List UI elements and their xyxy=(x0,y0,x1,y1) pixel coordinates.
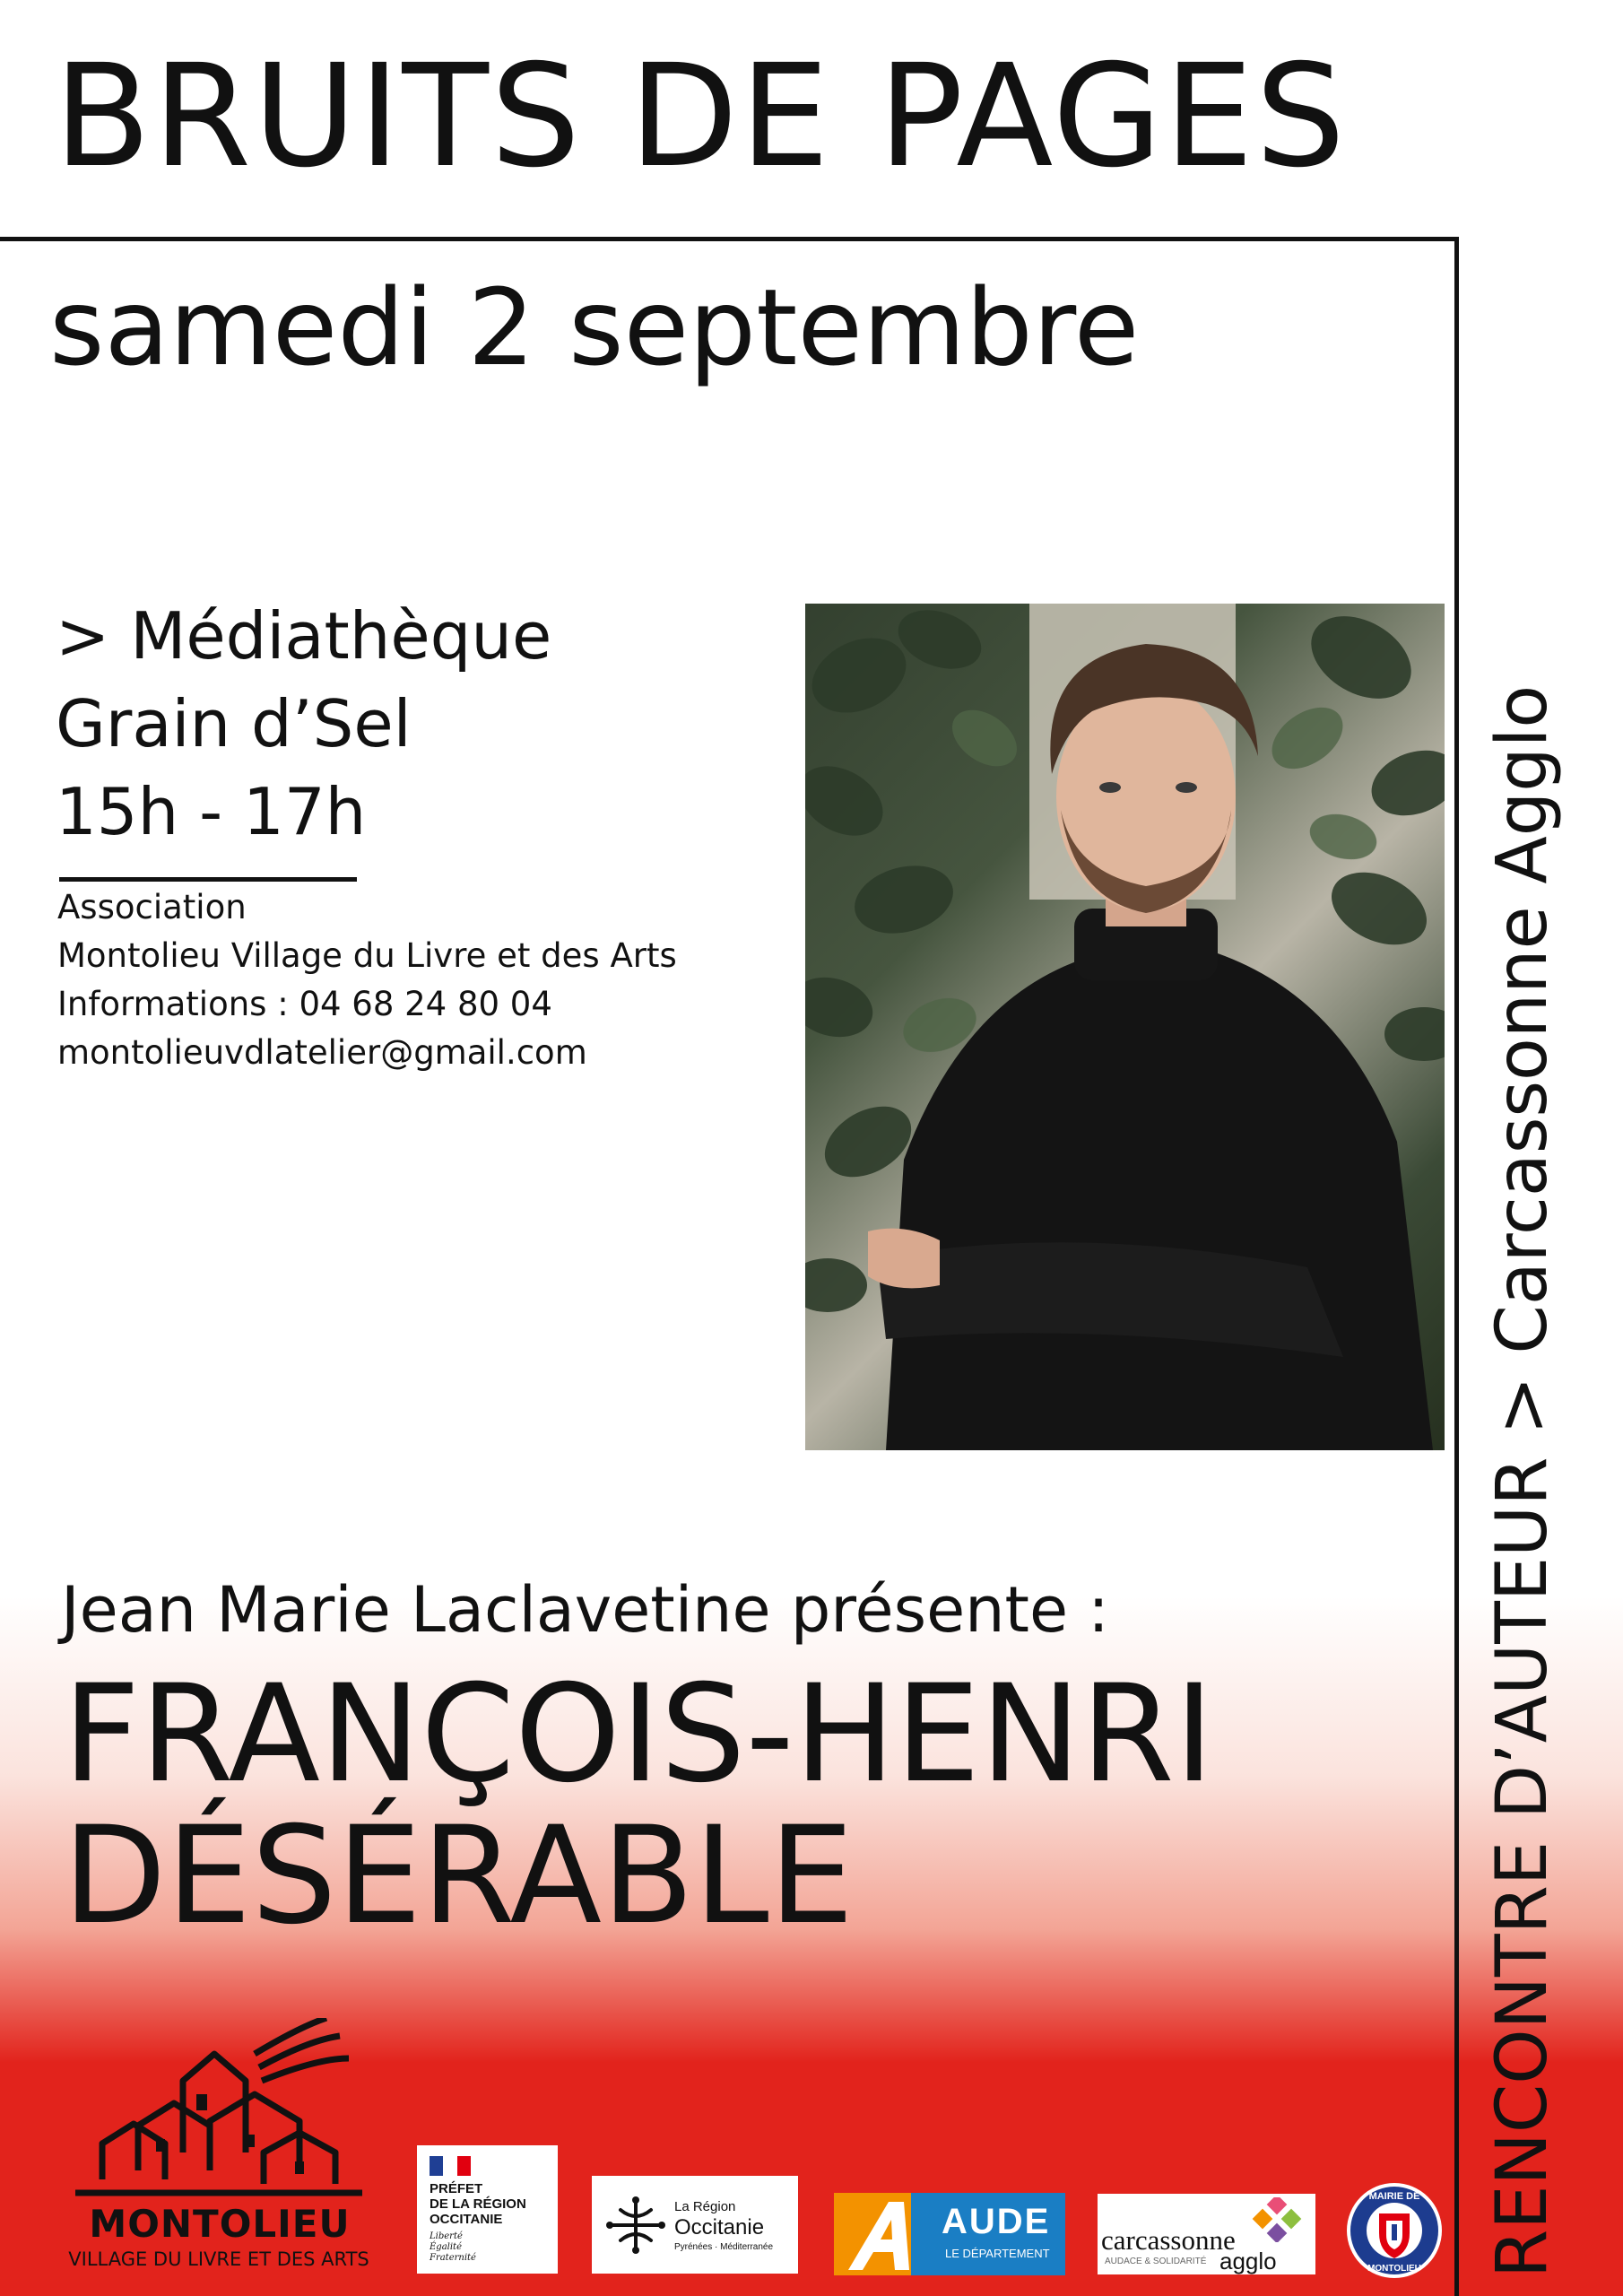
french-flag-icon xyxy=(430,2156,471,2176)
montolieu-logo-tagline: VILLAGE DU LIVRE ET DES ARTS xyxy=(68,2248,369,2270)
side-banner: RENCONTRE D’AUTEUR > Carcassonne Agglo xyxy=(1482,684,1563,2278)
organizer-line: Association xyxy=(57,888,247,926)
event-hours: 15h - 17h xyxy=(56,774,367,849)
aude-subtitle: LE DÉPARTEMENT xyxy=(945,2247,1050,2260)
organizer-name: Montolieu Village du Livre et des Arts xyxy=(57,936,677,975)
agglo-diamonds-icon xyxy=(1248,2197,1306,2242)
organizer-email: montolieuvdlatelier@gmail.com xyxy=(57,1033,587,1072)
region-occitanie-logo xyxy=(592,2176,798,2274)
venue-name-2: Grain d’Sel xyxy=(56,686,412,761)
organizer-phone: Informations : 04 68 24 80 04 xyxy=(57,985,552,1023)
frame-top-rule xyxy=(0,237,1459,241)
prefet-line-1: PRÉFET xyxy=(430,2181,483,2196)
poster-title: BRUITS DE PAGES xyxy=(54,34,1348,199)
mairie-seal-icon xyxy=(1345,2181,1444,2280)
prefet-line-3: OCCITANIE xyxy=(430,2212,503,2227)
region-line-3: Pyrénées · Méditerranée xyxy=(674,2242,774,2252)
prefet-logo xyxy=(417,2145,558,2274)
agglo-name: agglo xyxy=(1219,2248,1277,2274)
prefet-line-2: DE LA RÉGION xyxy=(430,2196,526,2212)
region-line-2: Occitanie xyxy=(674,2215,765,2239)
author-photo-illustration xyxy=(805,604,1445,1450)
aude-letter-a-icon xyxy=(839,2196,938,2274)
author-photo xyxy=(805,604,1445,1450)
author-first-name: FRANÇOIS-HENRI xyxy=(63,1657,1214,1813)
info-divider xyxy=(59,877,357,882)
author-last-name: DÉSÉRABLE xyxy=(63,1798,855,1954)
prefet-motto-2: Égalité xyxy=(430,2242,462,2252)
montolieu-logo-name: MONTOLIEU xyxy=(89,2202,351,2246)
mairie-bottom-text: MONTOLIEU xyxy=(1367,2264,1421,2274)
frame-right-rule xyxy=(1454,237,1459,2296)
occitan-cross-icon xyxy=(604,2196,667,2255)
venue-block xyxy=(56,592,791,856)
prefet-motto-3: Fraternité xyxy=(430,2253,476,2263)
carcassonne-agglo-logo xyxy=(1098,2194,1315,2274)
organizer-info xyxy=(57,883,802,1077)
aude-departement-logo xyxy=(834,2193,1065,2275)
region-line-1: La Région xyxy=(674,2199,736,2214)
featured-author xyxy=(63,1657,1444,1954)
mairie-montolieu-seal xyxy=(1345,2181,1444,2280)
carcassonne-tagline: AUDACE & SOLIDARITÉ xyxy=(1105,2257,1207,2266)
montolieu-village-icon xyxy=(30,2018,407,2206)
aude-name: AUDE xyxy=(942,2202,1051,2241)
venue-name: > Médiathèque xyxy=(56,598,552,674)
prefet-motto-1: Liberté xyxy=(430,2231,463,2241)
carcassonne-name: carcassonne xyxy=(1101,2224,1236,2256)
mairie-top-text: MAIRIE DE xyxy=(1368,2191,1420,2202)
event-date: samedi 2 septembre xyxy=(49,265,1140,389)
presenter-line: Jean Marie Laclavetine présente : xyxy=(61,1573,1109,1647)
